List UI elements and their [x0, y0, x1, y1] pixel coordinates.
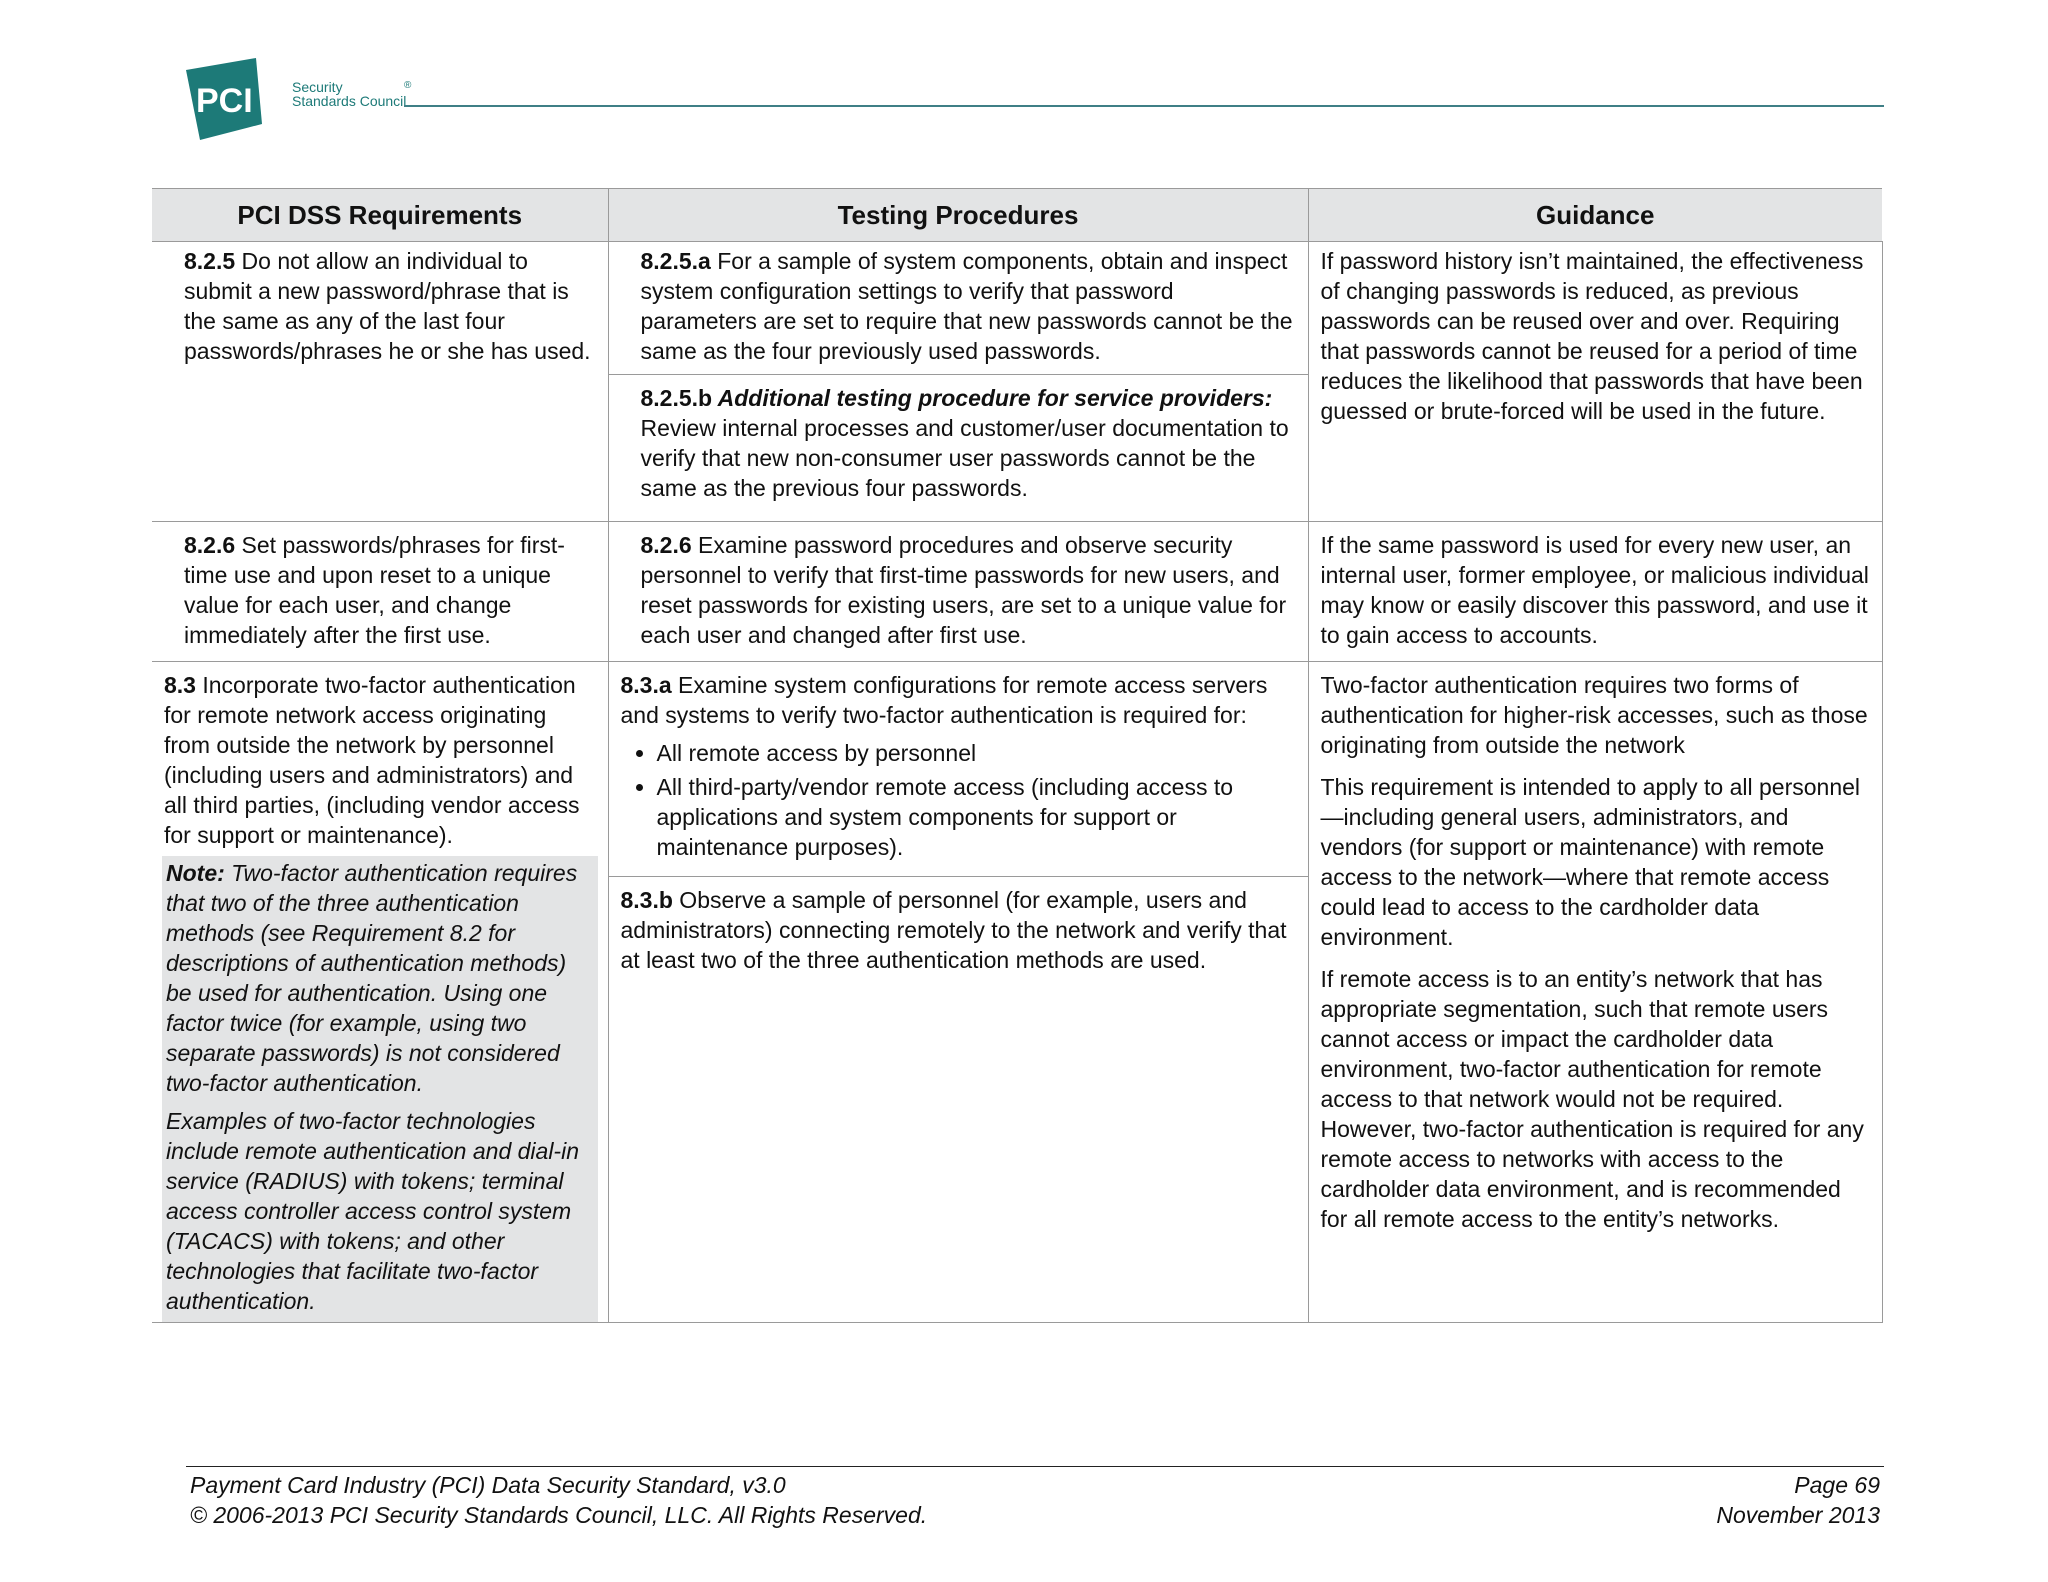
testing-procedure-cell [608, 242, 1308, 522]
requirement-cell [152, 522, 608, 662]
note-label: Note: [166, 860, 225, 886]
test-id: 8.2.6 [640, 532, 692, 558]
guidance-cell [1308, 522, 1882, 662]
logo-mark-text: PCI [196, 82, 253, 120]
testing-procedure-cell [608, 662, 1308, 1323]
guidance-text: Two-factor authentication requires two forms of authentication for higher-risk accesses, such as those originating from outside the network [1320, 672, 1868, 758]
list-item: • All remote access by personnel [657, 738, 1296, 768]
test-bullet-list [621, 738, 1296, 862]
test-id: 8.2.5.b [640, 385, 713, 411]
test-text: Observe a sample of personnel (for example, users and administrators) connecting remotely to the network and verify that at least two of the three authentication methods are used. [620, 887, 1287, 973]
test-text: For a sample of system components, obtain and inspect system configuration settings to verify that password parameters are set to require that new passwords cannot be the same as the four previously used passwords. [640, 248, 1293, 364]
pci-logo [186, 58, 416, 140]
test-text: Examine system configurations for remote access servers and systems to verify two-factor authentication is required for: [620, 672, 1268, 728]
requirement-cell [152, 242, 608, 522]
test-id: 8.3.b [620, 887, 673, 913]
guidance-text: If password history isn’t maintained, the effectiveness of changing passwords is reduced, as previous passwords can be reused over and over. Requiring that passwords cannot be reused for a period of time reduces the likelihood that passwords that have been guessed or brute-forced will be used in the future. [1320, 248, 1864, 424]
test-text: Examine password procedures and observe security personnel to verify that first-time passwords for new users, and reset passwords for existing users, are set to a unique value for each user and changed after first use. [640, 532, 1287, 648]
logo-text-line1: Security [292, 79, 343, 95]
requirement-cell [152, 662, 608, 1323]
header-rule [404, 105, 1884, 107]
guidance-cell [1308, 242, 1882, 522]
table-row [152, 242, 1882, 522]
note-text: Two-factor authentication requires that two of the three authentication methods (see Requirement 8.2 for descriptions of authentication methods) be used for authentication. Using one factor twice (for example, using two separate passwords) is not considered two-factor authentication. [166, 860, 578, 1096]
test-id: 8.2.5.a [640, 248, 711, 274]
test-text: Review internal processes and customer/user documentation to verify that new non-consumer user passwords cannot be the same as the previous four passwords. [640, 415, 1289, 501]
list-item: • All third-party/vendor remote access (including access to applications and system components for support or maintenance purposes). [657, 772, 1296, 862]
header-testing-procedures: Testing Procedures [608, 189, 1308, 242]
header-guidance: Guidance [1308, 189, 1882, 242]
requirement-id: 8.2.6 [184, 532, 236, 558]
footer-rule [186, 1466, 1884, 1467]
test-id: 8.3.a [620, 672, 672, 698]
guidance-text: This requirement is intended to apply to all personnel—including general users, administrators, and vendors (for support or maintenance) with remote access to the network—where that remote access could lead to access to the cardholder data environment. [1320, 774, 1861, 950]
logo-registered-mark: ® [404, 80, 412, 91]
requirements-table [152, 188, 1883, 1323]
table-header-row [152, 189, 1882, 242]
footer-title: Payment Card Industry (PCI) Data Security Standard, v3.0 [190, 1472, 786, 1498]
requirement-text: Set passwords/phrases for first-time use and upon reset to a unique value for each user, and change immediately after the first use. [184, 532, 565, 648]
footer-page-number: Page 69 [1794, 1472, 1880, 1498]
requirement-id: 8.3 [164, 672, 196, 698]
guidance-cell [1308, 662, 1882, 1323]
guidance-text: If the same password is used for every new user, an internal user, former employee, or malicious individual may know or easily discover this password, and use it to gain access to accounts. [1320, 532, 1869, 648]
note-box [162, 856, 598, 1322]
table-row [152, 522, 1882, 662]
guidance-text: If remote access is to an entity’s network that has appropriate segmentation, such that remote users cannot access or impact the cardholder data environment, two-factor authentication for remote access to that network would not be required. However, two-factor authentication is required for any remote access to networks with access to the cardholder data environment, and is recommended for all remote access to the entity’s networks. [1320, 966, 1864, 1232]
table-row [152, 662, 1882, 1323]
logo-text-line2: Standards Council [292, 93, 407, 109]
requirement-text: Do not allow an individual to submit a new password/phrase that is the same as any of the last four passwords/phrases he or she has used. [184, 248, 591, 364]
header-pci-dss-requirements: PCI DSS Requirements [152, 189, 608, 242]
footer-copyright: © 2006-2013 PCI Security Standards Council, LLC. All Rights Reserved. [190, 1502, 928, 1528]
testing-procedure-cell [608, 522, 1308, 662]
note-examples: Examples of two-factor technologies include remote authentication and dial-in service (RADIUS) with tokens; terminal access controller access control system (TACACS) with tokens; and other technologies that facilitate two-factor authentication. [166, 1108, 579, 1314]
requirement-text: Incorporate two-factor authentication for remote network access originating from outside the network by personnel (including users and administrators) and all third parties, (including vendor access for support or maintenance). [164, 672, 580, 848]
footer-date: November 2013 [1716, 1502, 1880, 1528]
test-emphasis: Additional testing procedure for service providers: [712, 385, 1273, 411]
requirement-id: 8.2.5 [184, 248, 236, 274]
